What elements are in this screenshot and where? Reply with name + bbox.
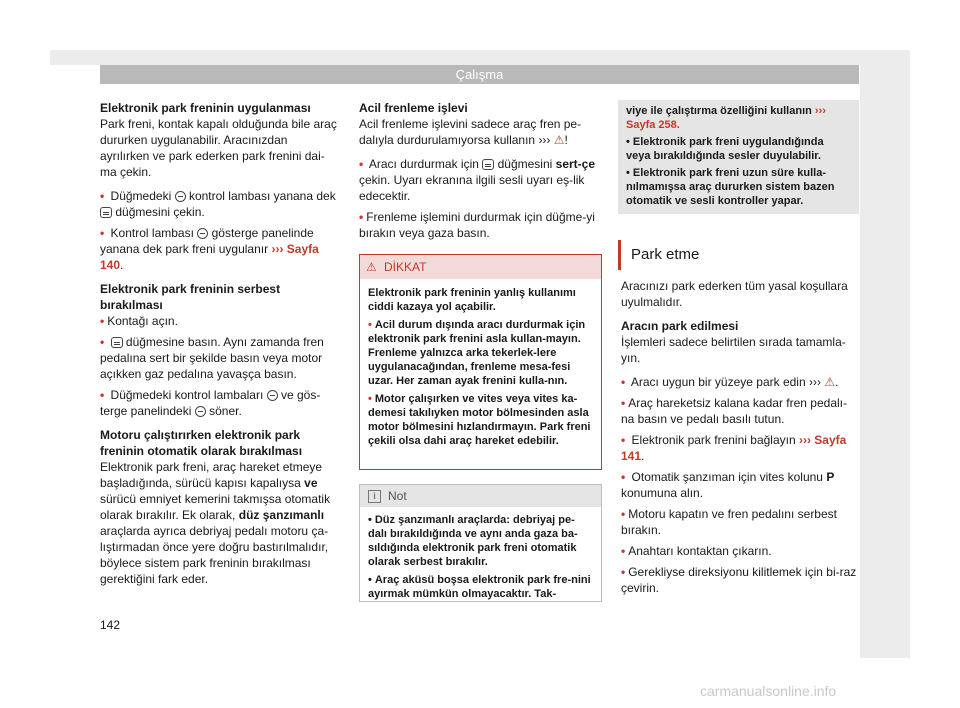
column-3 [621, 278, 859, 601]
page-reference[interactable]: ››› Sayfa 141 [621, 433, 847, 463]
step: • Otomatik şanzıman için vites kolunu P konumuna alın. [621, 470, 835, 500]
bullet-icon: • [368, 319, 372, 331]
paragraph: İşlemleri sadece belirtilen sırada tamamla-yın. [621, 335, 846, 365]
note-box [359, 484, 602, 602]
warning-icon: ⚠ [824, 375, 836, 389]
warning-icon: ⚠ [553, 133, 565, 147]
bullet-icon: • [359, 157, 364, 171]
heading-apply: Elektronik park freninin uygulanması [100, 101, 311, 115]
epb-button-icon [482, 159, 494, 170]
note-header: i Not [360, 485, 601, 507]
column-2 [359, 100, 602, 249]
paragraph: Park freni, kontak kapalı olduğunda bile araç dururken uygulanabilir. Aracınızdan ayrılırken ve park ederken park frenini dai-ma çekin. [100, 117, 337, 179]
bullet-icon: • [621, 470, 626, 484]
section-title: Park etme [618, 240, 859, 270]
warning-body: Elektronik park freninin yanlış kullanımı ciddi kazaya yol açabilir. • Acil durum dışında aracı durdurmak için elektronik park frenini asla kullan-mayın. Frenleme yalnızca arka tekerlek-lere uygulanacağından, frenleme mesa-fesi uzar. Her zaman ayak frenini kulla-nın. • Motor çalışırken ve vites veya vites ka-demesi takılıyken motor bölmesinden asla motor bölmesini hızlandırmayın. Park freni çekili olsa dahi araç hareket edebilir. [368, 287, 591, 447]
bullet-icon: • [100, 335, 105, 349]
heading-auto-release: Motoru çalıştırırken elektronik park freninin otomatik olarak bırakılması [100, 428, 303, 458]
bullet-icon: • [621, 375, 626, 389]
paragraph: Acil frenleme işlevini sadece araç fren pe-dalıyla durdurulamıyorsa kullanın ››› ⚠! [359, 117, 582, 147]
watermark: carmanualsonline.info [700, 683, 837, 699]
step: • Anahtarı kontaktan çıkarın. [621, 544, 772, 558]
page-reference[interactable]: ››› Sayfa 258. [626, 105, 826, 131]
parking-brake-icon [175, 191, 186, 202]
bullet-icon: • [368, 393, 372, 405]
bullet-icon: • [100, 314, 105, 328]
warning-icon: ⚠ [366, 260, 377, 274]
step: • Araç hareketsiz kalana kadar fren pedalı-na basın ve pedalı basılı tutun. [621, 396, 847, 426]
step: • Aracı uygun bir yüzeye park edin ››› ⚠. [621, 375, 839, 389]
bullet: • düğmesine basın. Aynı zamanda fren pedalına sert bir şekilde basın veya motor açıkken gaz pedalına yavaşça basın. [100, 335, 324, 381]
heading-parking: Aracın park edilmesi [621, 319, 739, 333]
bullet-icon: • [621, 396, 626, 410]
note-body: • Düz şanzımanlı araçlarda: debriyaj pe-dalı bırakıldığında ve aynı anda gaza ba-sıldığında elektronik park freni otomatik olarak serbest bırakılır. • Araç aküsü boşsa elektronik park fre-nini ayırmak mümkün olmayacaktır. Tak- [368, 514, 591, 600]
bullet-icon: • [100, 189, 105, 203]
bullet: • Frenleme işlemini durdurmak için düğme-yi bırakın veya gaza basın. [359, 210, 595, 240]
section-header: Çalışma [100, 65, 859, 84]
page-reference[interactable]: ››› Sayfa 140 [100, 242, 319, 272]
bullet-icon: • [100, 226, 105, 240]
bullet: • Aracı durdurmak için düğmesini sert-çe çekin. Uyarı ekranına ilgili sesli uyarı eş-lik edecektir. [359, 157, 596, 203]
bullet-icon: • [621, 507, 626, 521]
epb-button-icon [111, 337, 123, 348]
column-1 [100, 100, 340, 595]
bullet-icon: • [359, 210, 364, 224]
bullet-icon: • [100, 388, 105, 402]
epb-button-icon [100, 207, 112, 218]
warning-header: ⚠ DİKKAT [360, 255, 601, 279]
page-number: 142 [100, 618, 121, 632]
step: • Motoru kapatın ve fren pedalını serbest bırakın. [621, 507, 837, 537]
paragraph: Elektronik park freni, araç hareket etmeye başladığında, sürücü kapısı kapalıysa ve sürücü emniyet kemerini takmışsa otomatik olarak bırakılır. Ek olarak, düz şanzımanlı araçlarda ayrıca debriyaj pedalı motoru ça-lıştırmadan önce yere doğru bastırılmalıdır, böylece sistem park freninin bırakılması gerektiğini fark eder. [100, 460, 331, 586]
parking-brake-icon [267, 390, 278, 401]
bullet: • Düğmedeki kontrol lambası yanana dek düğmesini çekin. [100, 189, 336, 219]
paragraph: Aracınızı park ederken tüm yasal koşullara uyulmalıdır. [621, 279, 848, 309]
parking-brake-icon [195, 406, 206, 417]
heading-emergency: Acil frenleme işlevi [359, 101, 468, 115]
bullet-icon: • [621, 544, 626, 558]
warning-box [359, 254, 602, 470]
info-icon: i [368, 490, 381, 503]
bullet: • Düğmedeki kontrol lambaları ve gös-terge panelindeki söner. [100, 388, 321, 418]
bullet-icon: • [621, 565, 626, 579]
parking-brake-icon [197, 228, 208, 239]
bullet: • Kontağı açın. [100, 314, 178, 328]
step: • Elektronik park frenini bağlayın ››› Sayfa 141. [621, 433, 847, 463]
heading-release: Elektronik park freninin serbest bırakılması [100, 282, 281, 312]
step: • Gerekliyse direksiyonu kilitlemek için bi-raz çevirin. [621, 565, 857, 595]
bullet: • Kontrol lambası gösterge panelinde yanana dek park freni uygulanır ››› Sayfa 140. [100, 226, 319, 272]
note-continuation: viye ile çalıştırma özelliğini kullanın ››› Sayfa 258. • Elektronik park freni uygulandığında veya bırakıldığında sesler duyulabilir. • Elektronik park freni uzun süre kulla-nılmamışsa araç dururken sistem bazen otomatik ve sesli kontroller yapar. [618, 100, 859, 214]
bullet-icon: • [621, 433, 626, 447]
